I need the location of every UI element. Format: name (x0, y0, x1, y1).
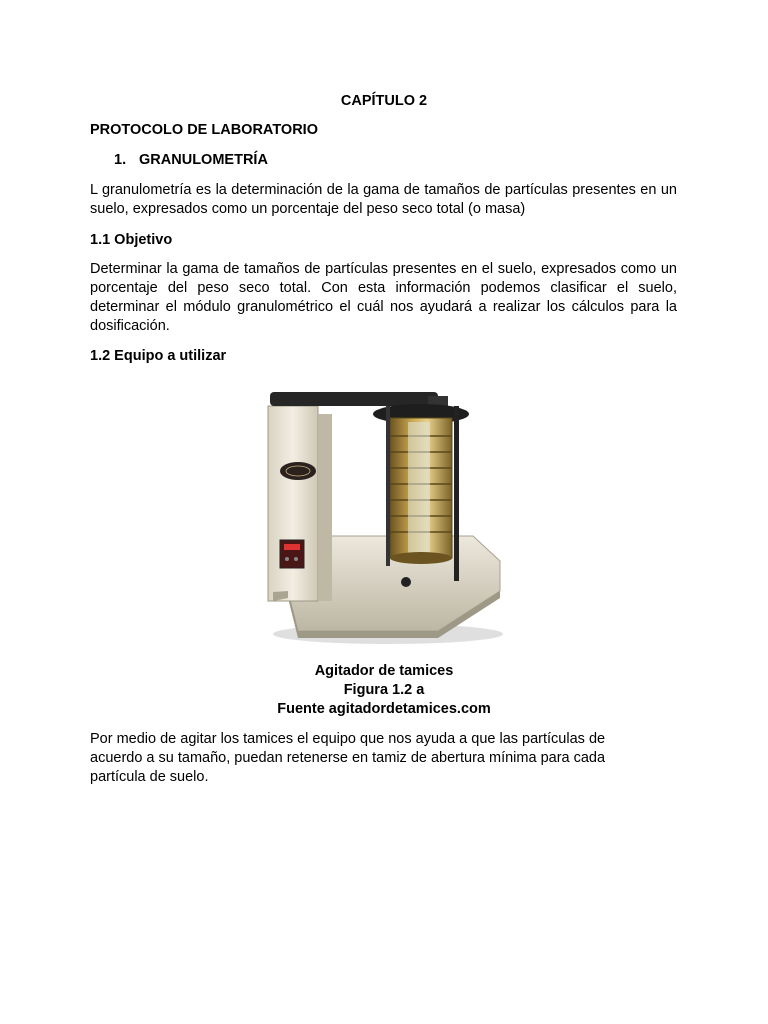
closing-paragraph: Por medio de agitar los tamices el equipo que nos ayuda a que las partículas de acuerdo a su tamaño, puedan retenerse en tamiz de abertura mínima para cada partícula de suelo. (90, 731, 606, 785)
caption-source: Fuente agitadordetamices.com (277, 701, 491, 717)
chapter-title: CAPÍTULO 2 (340, 93, 428, 109)
figure-caption (0, 662, 768, 719)
equipment-heading: 1.2 Equipo a utilizar (90, 348, 227, 364)
section-title: GRANULOMETRÍA (139, 152, 268, 168)
objective-paragraph: Determinar la gama de tamaños de partículas presentes en el suelo, expresados como un porcentaje del peso seco total. Con esta información podemos clasificar el suelo, determinar el módulo granulométrico el cuál nos ayudará a realizar los cálculos para la dosificación. (90, 261, 677, 334)
caption-name: Agitador de tamices (314, 663, 454, 679)
intro-paragraph: L granulometría es la determinación de la gama de tamaños de partículas presentes en un suelo, expresados como un porcentaje del peso seco total (o masa) (90, 182, 677, 217)
objective-heading: 1.1 Objetivo (90, 232, 173, 248)
section-heading (114, 152, 268, 168)
section-number: 1. (114, 152, 127, 168)
sieve-shaker-image (258, 386, 508, 648)
caption-number: Figura 1.2 a (343, 682, 425, 698)
protocol-title: PROTOCOLO DE LABORATORIO (90, 122, 318, 138)
